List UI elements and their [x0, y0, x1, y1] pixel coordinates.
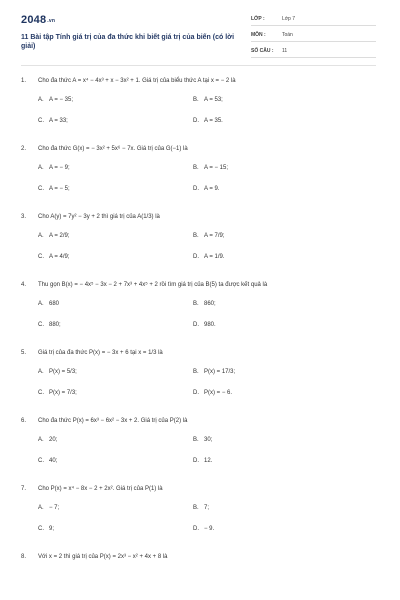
option-row — [21, 225, 376, 246]
question-line — [21, 348, 376, 358]
question-item — [21, 280, 376, 335]
answer-options — [21, 89, 376, 131]
option-text: A = 7/9; — [204, 232, 225, 239]
option-text: A = − 9; — [49, 164, 70, 171]
option-row — [21, 361, 376, 382]
answer-option[interactable] — [193, 301, 353, 307]
option-row — [21, 89, 376, 110]
question-item — [21, 144, 376, 199]
answer-option[interactable] — [193, 390, 353, 396]
option-letter: A. — [38, 436, 44, 443]
question-line — [21, 484, 376, 494]
meta-panel — [251, 14, 376, 62]
question-number: 4. — [21, 282, 27, 288]
meta-value: Lớp 7 — [282, 16, 296, 22]
answer-options — [21, 157, 376, 199]
option-letter: A. — [38, 300, 44, 307]
question-line — [21, 280, 376, 290]
logo-suffix: .vn — [47, 18, 56, 24]
option-letter: D. — [193, 117, 199, 124]
question-item — [21, 76, 376, 131]
meta-label: MÔN : — [251, 32, 266, 38]
option-letter: C. — [38, 457, 44, 464]
answer-option[interactable] — [193, 437, 353, 443]
question-item — [21, 416, 376, 471]
option-text: A = − 5; — [49, 185, 70, 192]
answer-options — [21, 429, 376, 471]
option-row — [21, 110, 376, 131]
option-text: A = 33; — [49, 117, 68, 124]
meta-row-subject — [251, 30, 376, 42]
question-text: Cho đa thức A = x⁴ − 4x³ + x − 3x² + 1. Giá trị của biểu thức A tại x = − 2 là — [38, 78, 236, 84]
option-text: A = 35. — [204, 117, 223, 124]
option-text: 9; — [49, 525, 55, 532]
answer-option[interactable] — [193, 458, 353, 464]
option-text: 680 — [49, 300, 60, 307]
option-letter: C. — [38, 389, 44, 396]
option-text: − 7; — [49, 504, 60, 511]
question-number: 5. — [21, 350, 27, 356]
site-logo[interactable] — [21, 14, 55, 26]
question-list — [21, 76, 376, 562]
option-text: 40; — [49, 457, 58, 464]
answer-option[interactable] — [21, 437, 193, 443]
option-letter: D. — [193, 525, 199, 532]
meta-value: Toán — [282, 32, 293, 38]
answer-options — [21, 225, 376, 267]
option-letter: A. — [38, 164, 44, 171]
option-text: 20; — [49, 436, 58, 443]
question-item — [21, 212, 376, 267]
answer-option[interactable] — [193, 369, 353, 375]
answer-options — [21, 361, 376, 403]
question-item — [21, 348, 376, 403]
option-letter: D. — [193, 185, 199, 192]
option-text: A = − 35; — [49, 96, 74, 103]
answer-option[interactable] — [21, 369, 193, 375]
meta-value: 11 — [282, 48, 288, 54]
question-number: 8. — [21, 554, 27, 560]
question-text: Cho A(y) = 7y² − 3y + 2 thì giá trị của A(1/3) là — [38, 214, 160, 220]
answer-option[interactable] — [193, 118, 353, 124]
option-text: A = 2/9; — [49, 232, 70, 239]
question-line — [21, 212, 376, 222]
option-text: P(x) = 7/3; — [49, 389, 77, 396]
question-text: Với x = 2 thì giá trị của P(x) = 2x³ − x² + 4x + 8 là — [38, 554, 168, 560]
question-number: 6. — [21, 418, 27, 424]
question-number: 2. — [21, 146, 27, 152]
answer-option[interactable] — [193, 186, 353, 192]
question-number: 1. — [21, 78, 27, 84]
option-row — [21, 518, 376, 539]
option-text: A = 9. — [204, 185, 220, 192]
question-item — [21, 484, 376, 539]
answer-option[interactable] — [193, 233, 353, 239]
question-text: Cho đa thức P(x) = 6x³ − 6x² − 3x + 2. Giá trị của P(2) là — [38, 418, 188, 424]
option-letter: A. — [38, 96, 44, 103]
option-letter: A. — [38, 368, 44, 375]
answer-option[interactable] — [193, 165, 353, 171]
answer-option[interactable] — [21, 165, 193, 171]
question-text: Cho P(x) = x⁴ − 8x − 2 + 2x². Giá trị của P(1) là — [38, 486, 163, 492]
option-letter: B. — [193, 232, 199, 239]
option-letter: C. — [38, 253, 44, 260]
option-text: P(x) = 5/3; — [49, 368, 77, 375]
answer-option[interactable] — [21, 526, 193, 532]
option-text: 7; — [204, 504, 210, 511]
option-letter: D. — [193, 253, 199, 260]
header — [21, 0, 376, 62]
answer-option[interactable] — [193, 526, 353, 532]
answer-options — [21, 497, 376, 539]
answer-options — [21, 293, 376, 335]
question-line — [21, 144, 376, 154]
answer-option[interactable] — [21, 458, 193, 464]
option-row — [21, 178, 376, 199]
option-text: A = 4/9; — [49, 253, 70, 260]
meta-label: LỚP : — [251, 16, 265, 22]
question-line — [21, 76, 376, 86]
answer-option[interactable] — [193, 254, 353, 260]
answer-option[interactable] — [193, 505, 353, 511]
option-text: A = 53; — [204, 96, 223, 103]
answer-option[interactable] — [21, 186, 193, 192]
question-text: Cho đa thức G(x) = − 3x² + 5x⁶ − 7x. Giá trị của G(−1) là — [38, 146, 188, 152]
answer-option[interactable] — [193, 97, 353, 103]
option-row — [21, 429, 376, 450]
option-row — [21, 314, 376, 335]
answer-option[interactable] — [21, 505, 193, 511]
question-line — [21, 416, 376, 426]
logo-text: 2048 — [21, 14, 47, 26]
option-row — [21, 450, 376, 471]
option-text: A = − 15; — [204, 164, 229, 171]
option-row — [21, 246, 376, 267]
option-letter: D. — [193, 457, 199, 464]
answer-option[interactable] — [21, 118, 193, 124]
answer-option[interactable] — [21, 322, 193, 328]
meta-row-count — [251, 46, 376, 58]
meta-row-class — [251, 14, 376, 26]
question-number: 3. — [21, 214, 27, 220]
option-row — [21, 293, 376, 314]
option-text: 880; — [49, 321, 61, 328]
option-text: P(x) = − 6. — [204, 389, 233, 396]
option-row — [21, 157, 376, 178]
question-text: Thu gọn B(x) = − 4x⁵ − 3x − 2 + 7x³ + 4x⁵ + 2 rồi tìm giá trị của B(5) ta được kết quả là — [38, 282, 268, 288]
option-letter: A. — [38, 232, 44, 239]
option-letter: B. — [193, 504, 199, 511]
option-text: − 9. — [204, 525, 215, 532]
option-letter: B. — [193, 300, 199, 307]
option-letter: C. — [38, 117, 44, 124]
answer-option[interactable] — [21, 301, 193, 307]
option-letter: B. — [193, 436, 199, 443]
option-letter: D. — [193, 321, 199, 328]
option-text: A = 1/9. — [204, 253, 225, 260]
option-letter: D. — [193, 389, 199, 396]
document-title: 11 Bài tập Tính giá trị của đa thức khi biết giá trị của biến (có lời giải) — [21, 34, 235, 50]
option-text: 980. — [204, 321, 216, 328]
answer-option[interactable] — [21, 97, 193, 103]
option-row — [21, 382, 376, 403]
option-letter: B. — [193, 96, 199, 103]
option-letter: B. — [193, 368, 199, 375]
option-letter: C. — [38, 185, 44, 192]
option-text: 12. — [204, 457, 213, 464]
question-text: Giá trị của đa thức P(x) = − 3x + 6 tại x = 1/3 là — [38, 350, 163, 356]
answer-option[interactable] — [193, 322, 353, 328]
question-line-partial — [21, 552, 376, 562]
header-divider — [21, 65, 376, 66]
option-text: 860; — [204, 300, 216, 307]
question-number: 7. — [21, 486, 27, 492]
option-text: P(x) = 17/3; — [204, 368, 236, 375]
meta-label: SỐ CÂU : — [251, 48, 274, 54]
option-letter: A. — [38, 504, 44, 511]
answer-option[interactable] — [21, 233, 193, 239]
option-row — [21, 497, 376, 518]
option-letter: C. — [38, 525, 44, 532]
option-letter: B. — [193, 164, 199, 171]
option-text: 30; — [204, 436, 213, 443]
answer-option[interactable] — [21, 254, 193, 260]
option-letter: C. — [38, 321, 44, 328]
answer-option[interactable] — [21, 390, 193, 396]
